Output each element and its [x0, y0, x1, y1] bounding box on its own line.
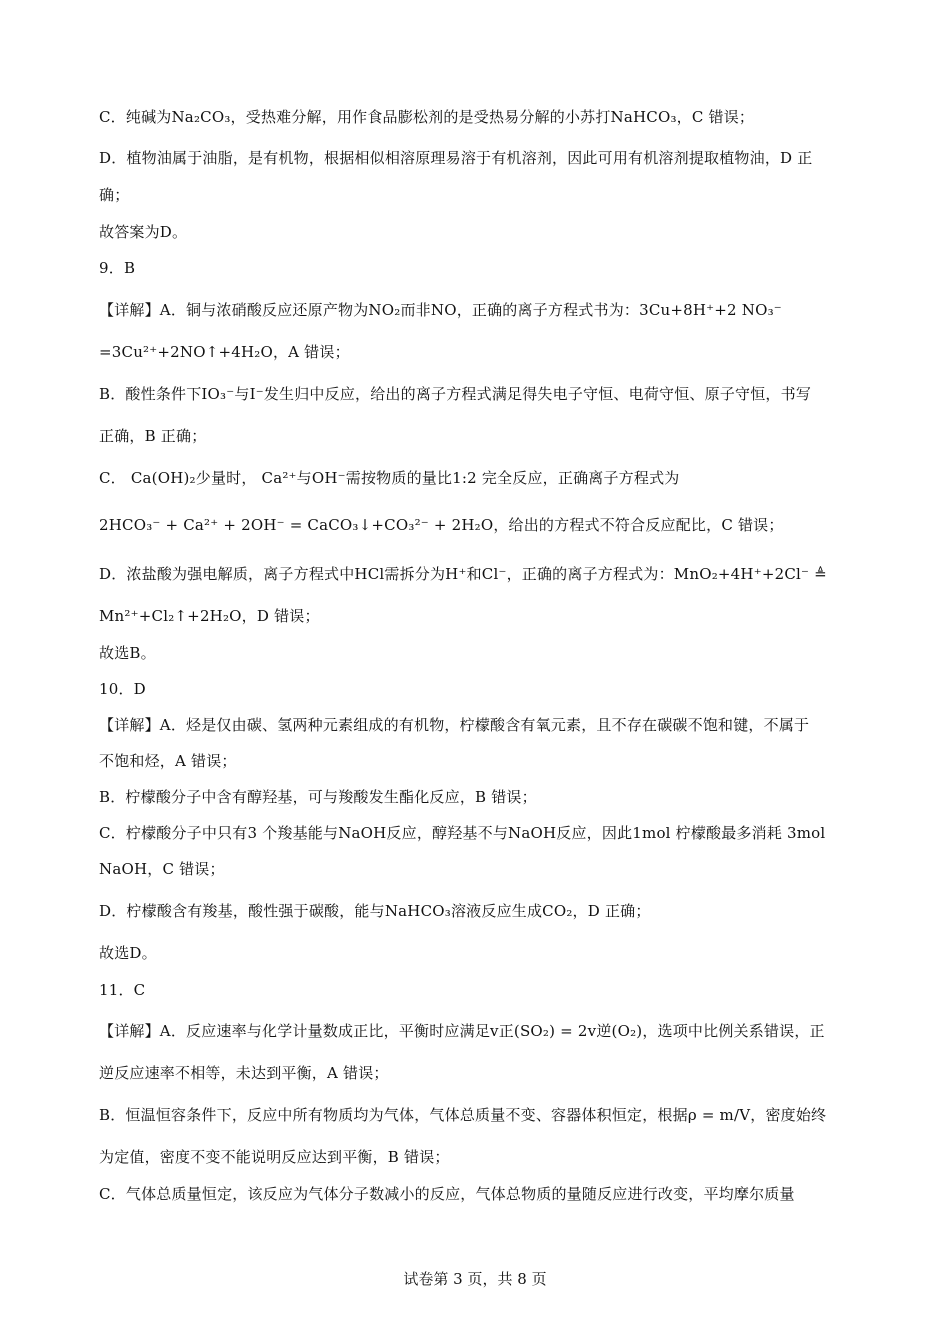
text-line: Mn²⁺+Cl₂↑+2H₂O，D 错误；	[99, 607, 320, 625]
text-line: 确；	[99, 186, 130, 204]
question-number: 10．D	[99, 680, 146, 698]
text-line: 2HCO₃⁻ + Ca²⁺ + 2OH⁻ = CaCO₃↓+CO₃²⁻ + 2H₂O，给出的方程式不符合反应配比，C 错误；	[99, 516, 784, 534]
page-footer: 试卷第 3 页，共 8 页	[403, 1270, 547, 1288]
text-line: B．柠檬酸分子中含有醇羟基，可与羧酸发生酯化反应，B 错误；	[99, 788, 537, 806]
text-line: C． Ca(OH)₂少量时， Ca²⁺与OH⁻需按物质的量比1:2 完全反应，正确离子方程式为	[99, 469, 680, 487]
text-line: D．植物油属于油脂，是有机物，根据相似相溶原理易溶于有机溶剂，因此可用有机溶剂提取植物油，D 正	[99, 149, 813, 167]
text-line: C．纯碱为Na₂CO₃，受热难分解，用作食品膨松剂的是受热易分解的小苏打NaHCO₃，C 错误；	[99, 108, 755, 126]
text-line: 【详解】A．铜与浓硝酸反应还原产物为NO₂而非NO，正确的离子方程式书为：3Cu+8H⁺+2 NO₃⁻	[99, 301, 782, 319]
text-line: 【详解】A．反应速率与化学计量数成正比，平衡时应满足v正(SO₂) = 2v逆(O₂)，选项中比例关系错误，正	[99, 1022, 825, 1040]
text-line: 故答案为D。	[99, 223, 188, 241]
text-line: C．柠檬酸分子中只有3 个羧基能与NaOH反应，醇羟基不与NaOH反应，因此1mol 柠檬酸最多消耗 3mol	[99, 824, 826, 842]
text-line: D．浓盐酸为强电解质，离子方程式中HCl需拆分为H⁺和Cl⁻，正确的离子方程式为：MnO₂+4H⁺+2Cl⁻ ≜	[99, 565, 827, 583]
question-number: 11．C	[99, 981, 146, 999]
text-line: 为定值，密度不变不能说明反应达到平衡，B 错误；	[99, 1148, 450, 1166]
text-line: 逆反应速率不相等，未达到平衡，A 错误；	[99, 1064, 389, 1082]
text-line: 【详解】A．烃是仅由碳、氢两种元素组成的有机物，柠檬酸含有氧元素，且不存在碳碳不饱和键，不属于	[99, 716, 810, 734]
question-number: 9．B	[99, 259, 136, 277]
text-line: 正确，B 正确；	[99, 427, 207, 445]
text-line: B．恒温恒容条件下，反应中所有物质均为气体，气体总质量不变、容器体积恒定，根据ρ = m/V，密度始终	[99, 1106, 827, 1124]
text-line: 不饱和烃，A 错误；	[99, 752, 237, 770]
text-line: 故选B。	[99, 644, 156, 662]
text-line: =3Cu²⁺+2NO↑+4H₂O，A 错误；	[99, 343, 350, 361]
text-line: C．气体总质量恒定，该反应为气体分子数减小的反应，气体总物质的量随反应进行改变，平均摩尔质量	[99, 1185, 795, 1203]
text-line: NaOH，C 错误；	[99, 860, 225, 878]
text-line: B．酸性条件下IO₃⁻与I⁻发生归中反应，给出的离子方程式满足得失电子守恒、电荷守恒、原子守恒，书写	[99, 385, 812, 403]
text-line: D．柠檬酸含有羧基，酸性强于碳酸，能与NaHCO₃溶液反应生成CO₂，D 正确；	[99, 902, 651, 920]
text-line: 故选D。	[99, 944, 157, 962]
